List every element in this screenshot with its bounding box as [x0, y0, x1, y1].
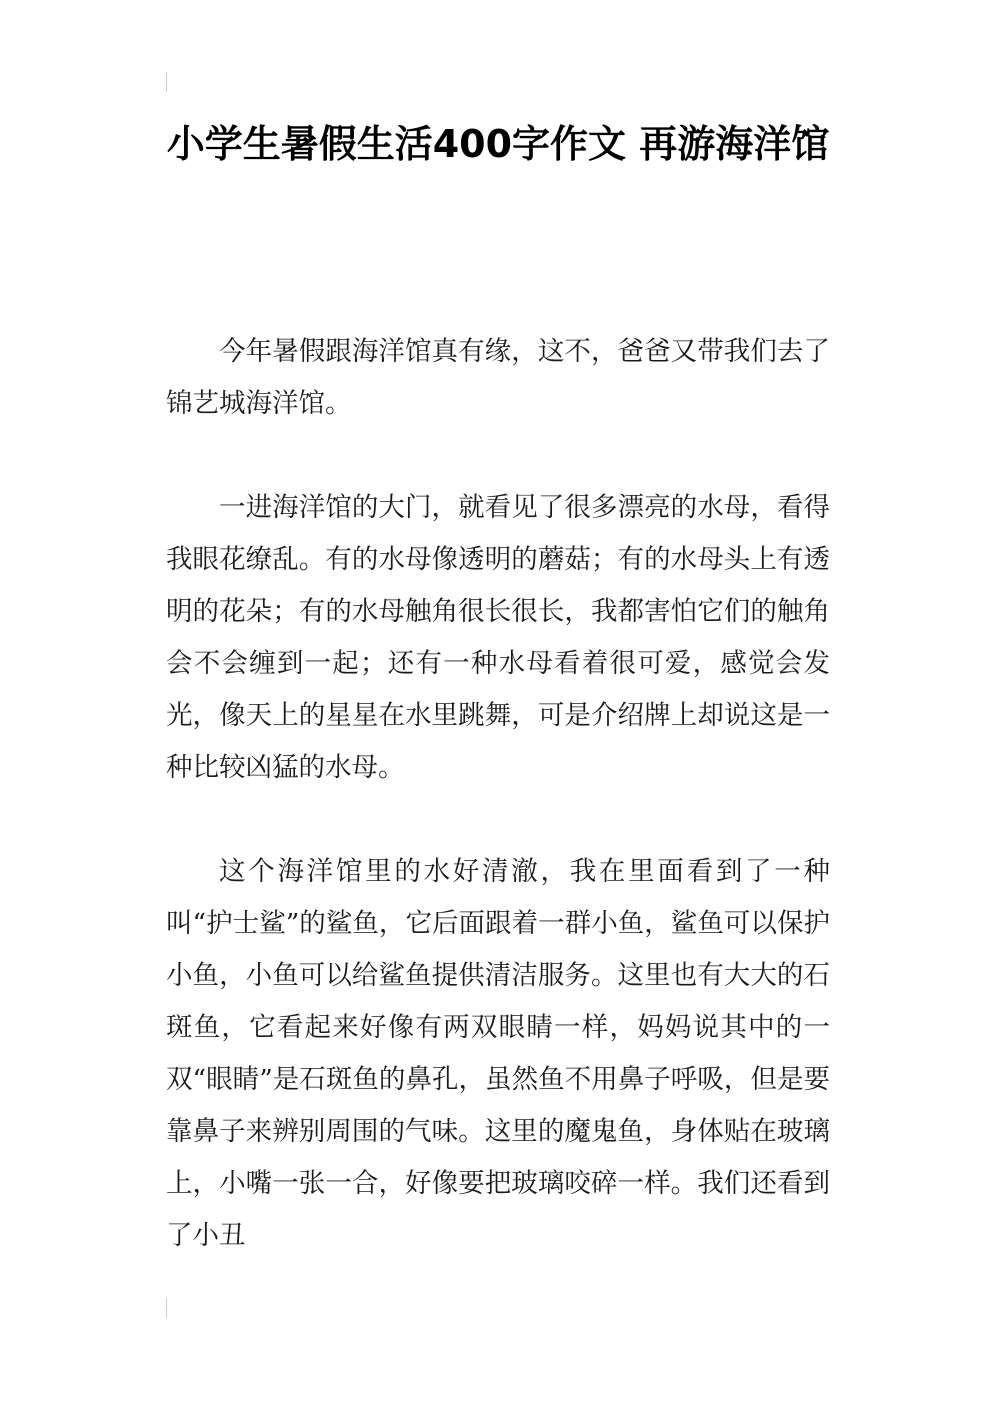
- paragraph-1: 今年暑假跟海洋馆真有缘，这不，爸爸又带我们去了锦艺城海洋馆。: [166, 336, 830, 419]
- document-title: 小学生暑假生活400字作文 再游海洋馆: [166, 122, 830, 166]
- paragraph-3: 这个海洋馆里的水好清澈，我在里面看到了一种叫“护士鲨”的鲨鱼，它后面跟着一群小鱼，鲨鱼可以保护小鱼，小鱼可以给鲨鱼提供清洁服务。这里也有大大的石斑鱼，它看起来好像有两双眼睛一样，妈妈说其中的一双“眼睛”是石斑鱼的鼻孔，虽然鱼不用鼻子呼吸，但是要靠鼻子来辨别周围的气味。这里的魔鬼鱼，身体贴在玻璃上，小嘴一张一合，好像要把玻璃咬碎一样。我们还看到了小丑: [166, 856, 830, 1251]
- page-margin-mark-top: [166, 72, 167, 92]
- paragraph-2: 一进海洋馆的大门，就看见了很多漂亮的水母，看得我眼花缭乱。有的水母像透明的蘑菇；有的水母头上有透明的花朵；有的水母触角很长很长，我都害怕它们的触角会不会缠到一起；还有一种水母看着很可爱，感觉会发光，像天上的星星在水里跳舞，可是介绍牌上却说这是一种比较凶猛的水母。: [166, 492, 830, 783]
- document-body: [166, 326, 830, 1314]
- page-margin-mark-bottom: [166, 1298, 167, 1318]
